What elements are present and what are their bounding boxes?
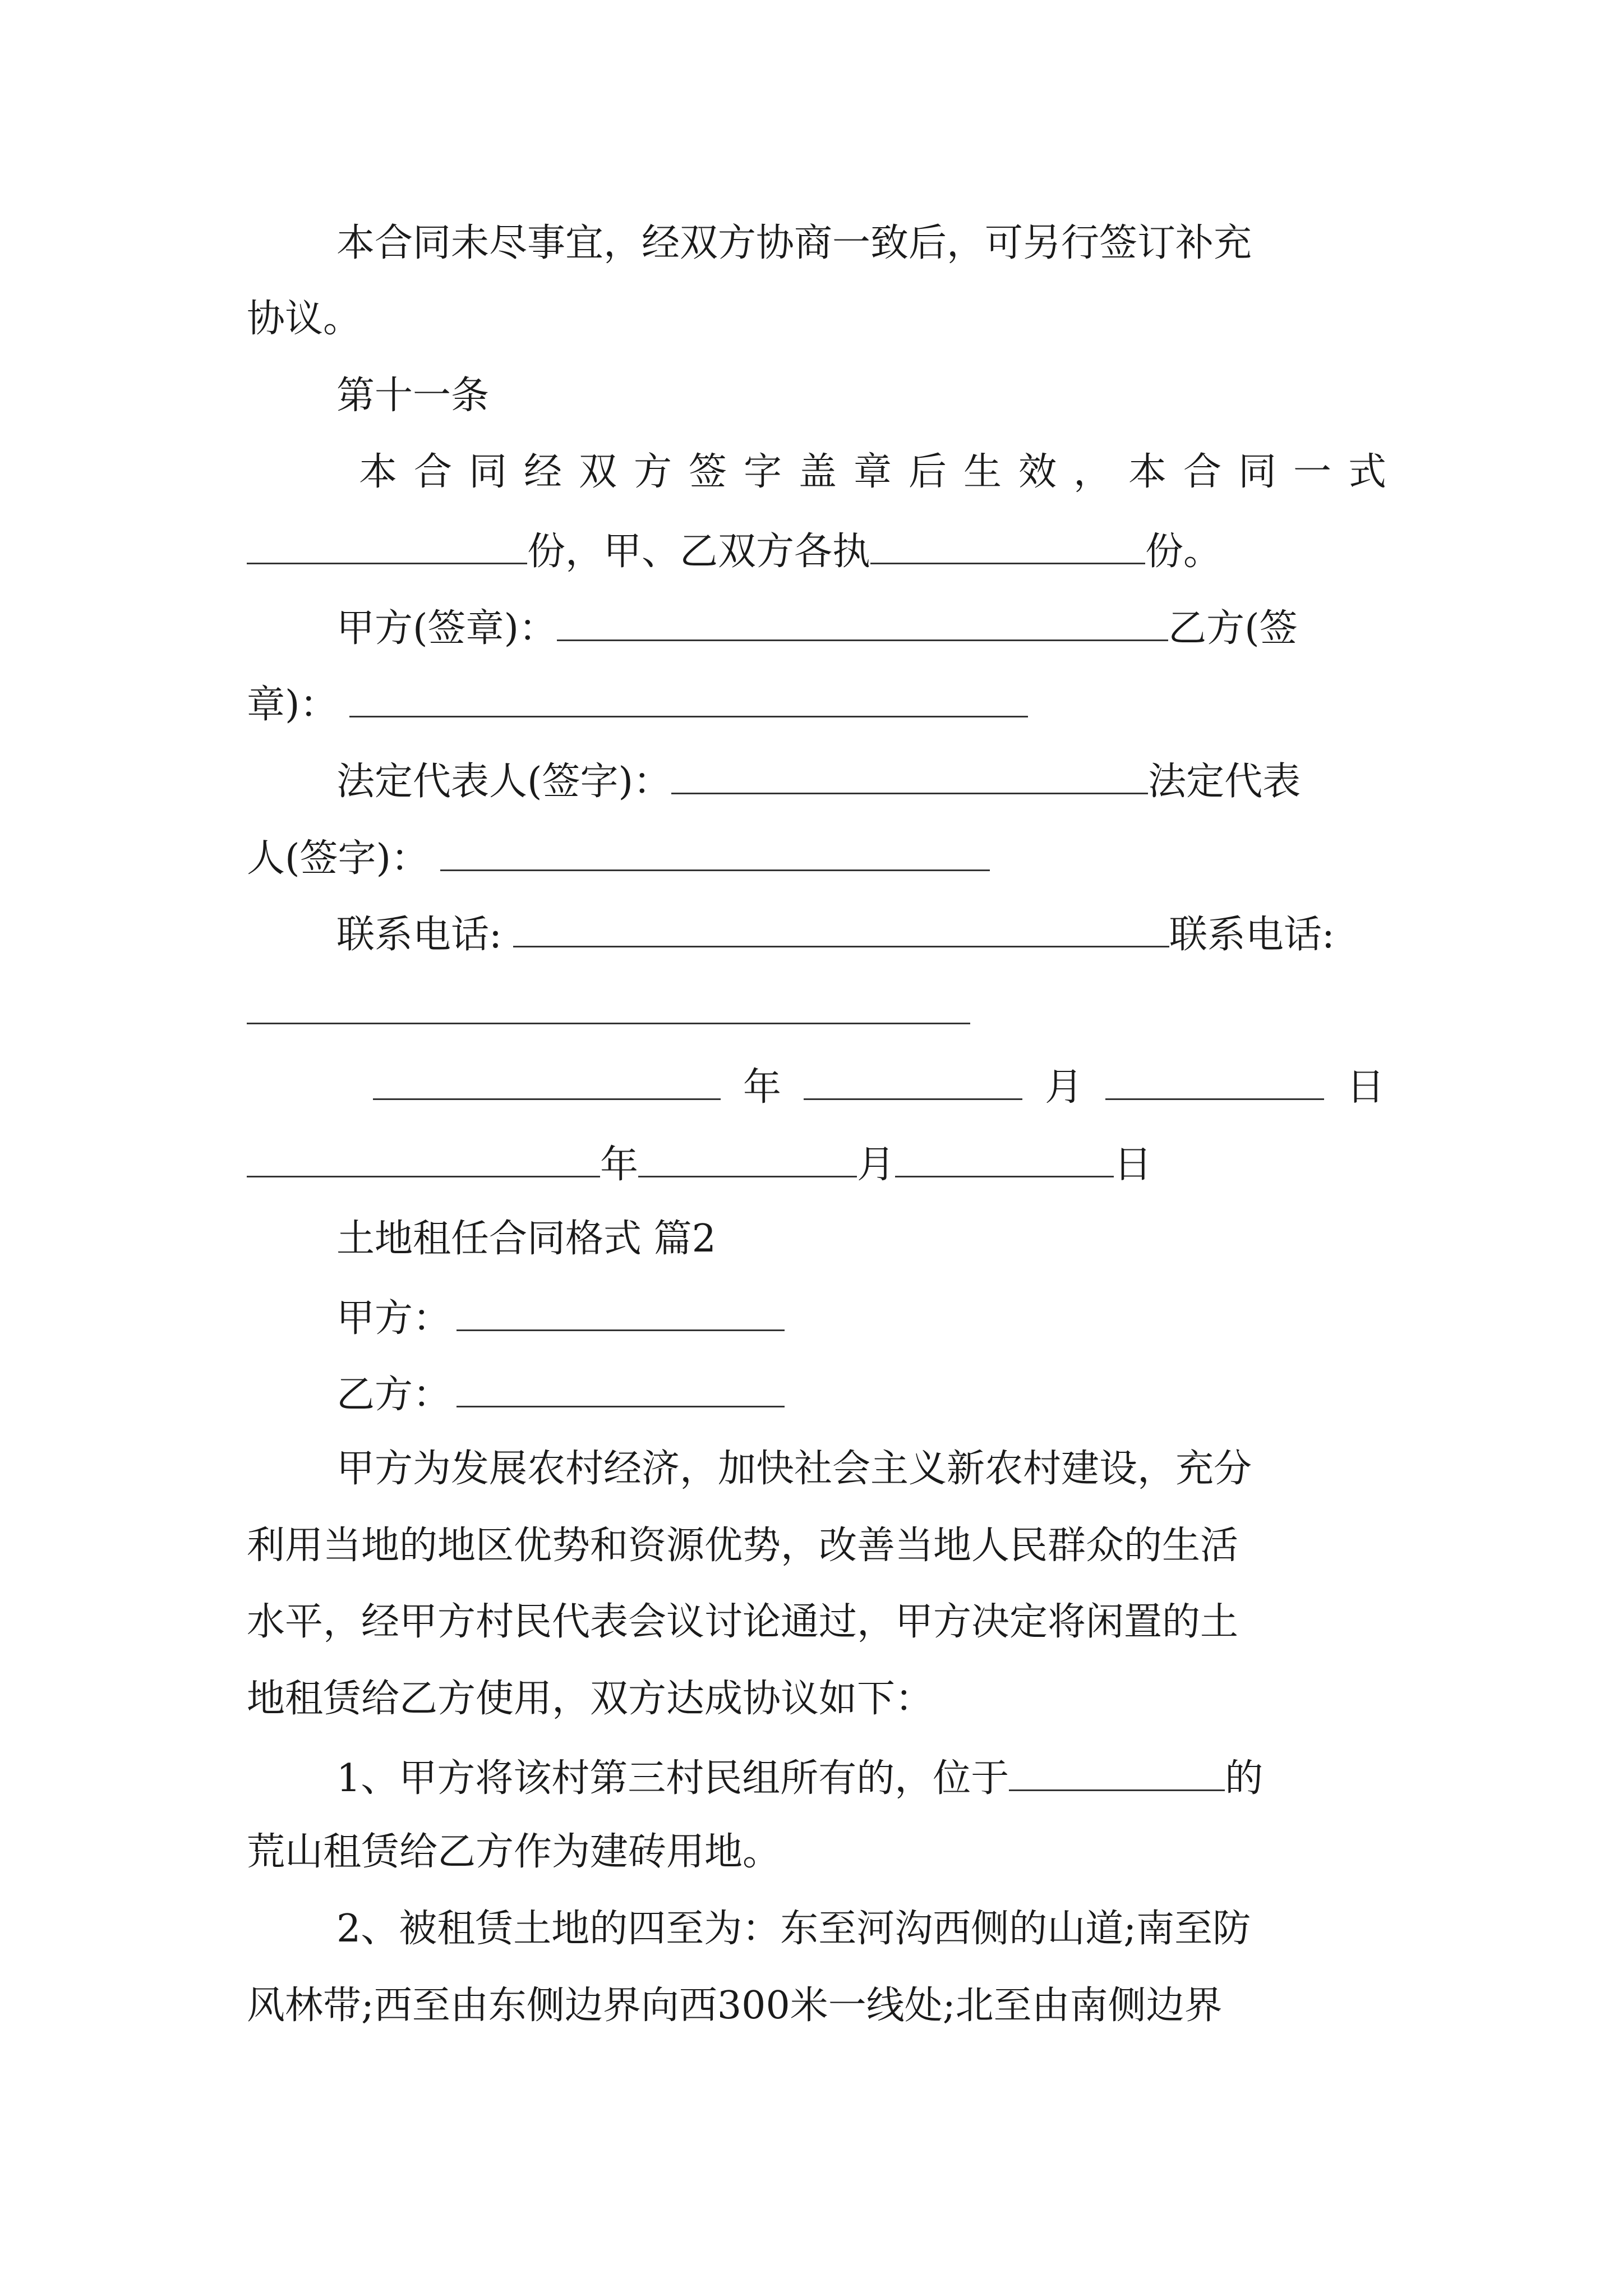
representative-line-1 [336,759,1301,804]
item-1-line-1 [336,1756,1264,1801]
date-b-month-blank[interactable] [638,1143,857,1177]
party-b-seal-label: 乙方(签 [1168,606,1298,651]
party-b-rep-label: 法定代表 [1148,759,1301,804]
party-a-line [336,1296,785,1341]
party-a-phone-label: 联系电话: [336,912,502,957]
party-a-seal-blank[interactable] [557,607,1168,641]
party-b-label: 乙方： [336,1372,451,1417]
date-b-year-label: 年 [600,1142,639,1187]
section-2-title: 土地租任合同格式 篇2 [336,1217,716,1261]
copies-text: 份，甲、乙双方各执 [527,529,871,574]
party-b-phone-blank[interactable] [247,990,970,1024]
item-2-line-2: 风林带;西至由东侧边界向西300米一线处;北至由南侧边界 [247,1984,1223,2028]
item-1-location-blank[interactable] [1009,1757,1225,1791]
party-b-seal-blank[interactable] [349,683,1028,717]
copies-each-blank[interactable] [870,530,1145,564]
party-a-label: 甲方： [336,1296,451,1341]
party-a-phone-blank[interactable] [513,913,1169,947]
paragraph-2-line-1: 本合同经双方签字盖章后生效，本合同一式 [359,450,1404,494]
party-b-seal-label-cont: 章)： [247,682,338,727]
date-line-1 [373,1065,1385,1110]
copies-suffix: 份。 [1145,529,1222,574]
paragraph-3-line-2: 利用当地的地区优势和资源优势，改善当地人民群众的生活 [247,1524,1239,1568]
party-a-seal-label: 甲方(签章)： [336,606,557,651]
date-a-year-label: 年 [743,1065,782,1110]
date-line-2 [247,1142,1152,1187]
date-a-day-label: 日 [1347,1065,1385,1110]
party-a-rep-label: 法定代表人(签字)： [336,759,672,804]
item-1-line-2: 荒山租赁给乙方作为建砖用地。 [247,1830,781,1874]
item-1-text: 1、甲方将该村第三村民组所有的，位于 [336,1756,1009,1801]
party-b-name-blank[interactable] [457,1373,785,1407]
paragraph-3-line-3: 水平，经甲方村民代表会议讨论通过，甲方决定将闲置的土 [247,1600,1239,1644]
date-b-day-blank[interactable] [895,1143,1114,1177]
signature-line-2 [247,682,1028,727]
item-2-line-1: 2、被租赁土地的四至为：东至河沟西侧的山道;南至防 [336,1907,1251,1951]
copies-total-blank[interactable] [247,530,527,564]
date-a-year-blank[interactable] [373,1066,721,1100]
date-b-month-label: 月 [857,1142,896,1187]
signature-line-1 [336,606,1298,651]
paragraph-3-line-1: 甲方为发展农村经济，加快社会主义新农村建设，充分 [336,1447,1252,1491]
phone-line-2 [247,990,970,1031]
paragraph-1-line-2: 协议。 [247,297,362,341]
phone-line-1 [336,912,1335,957]
date-a-month-label: 月 [1045,1065,1083,1110]
party-a-name-blank[interactable] [457,1297,785,1331]
representative-line-2 [247,836,990,881]
date-b-day-label: 日 [1114,1142,1152,1187]
paragraph-1-line-1: 本合同未尽事宜，经双方协商一致后，可另行签订补充 [336,221,1252,265]
party-b-rep-blank[interactable] [440,837,990,871]
item-1-suffix: 的 [1225,1756,1264,1801]
date-b-year-blank[interactable] [247,1143,600,1177]
article-11-heading: 第十一条 [336,374,490,418]
party-b-line [336,1372,785,1417]
date-a-day-blank[interactable] [1105,1066,1324,1100]
date-a-month-blank[interactable] [804,1066,1022,1100]
party-a-rep-blank[interactable] [671,760,1148,794]
party-b-rep-label-cont: 人(签字)： [247,836,430,881]
party-b-phone-label: 联系电话: [1169,912,1335,957]
paragraph-3-line-4: 地租赁给乙方使用，双方达成协议如下： [247,1677,934,1721]
paragraph-2-line-2 [247,529,1222,574]
